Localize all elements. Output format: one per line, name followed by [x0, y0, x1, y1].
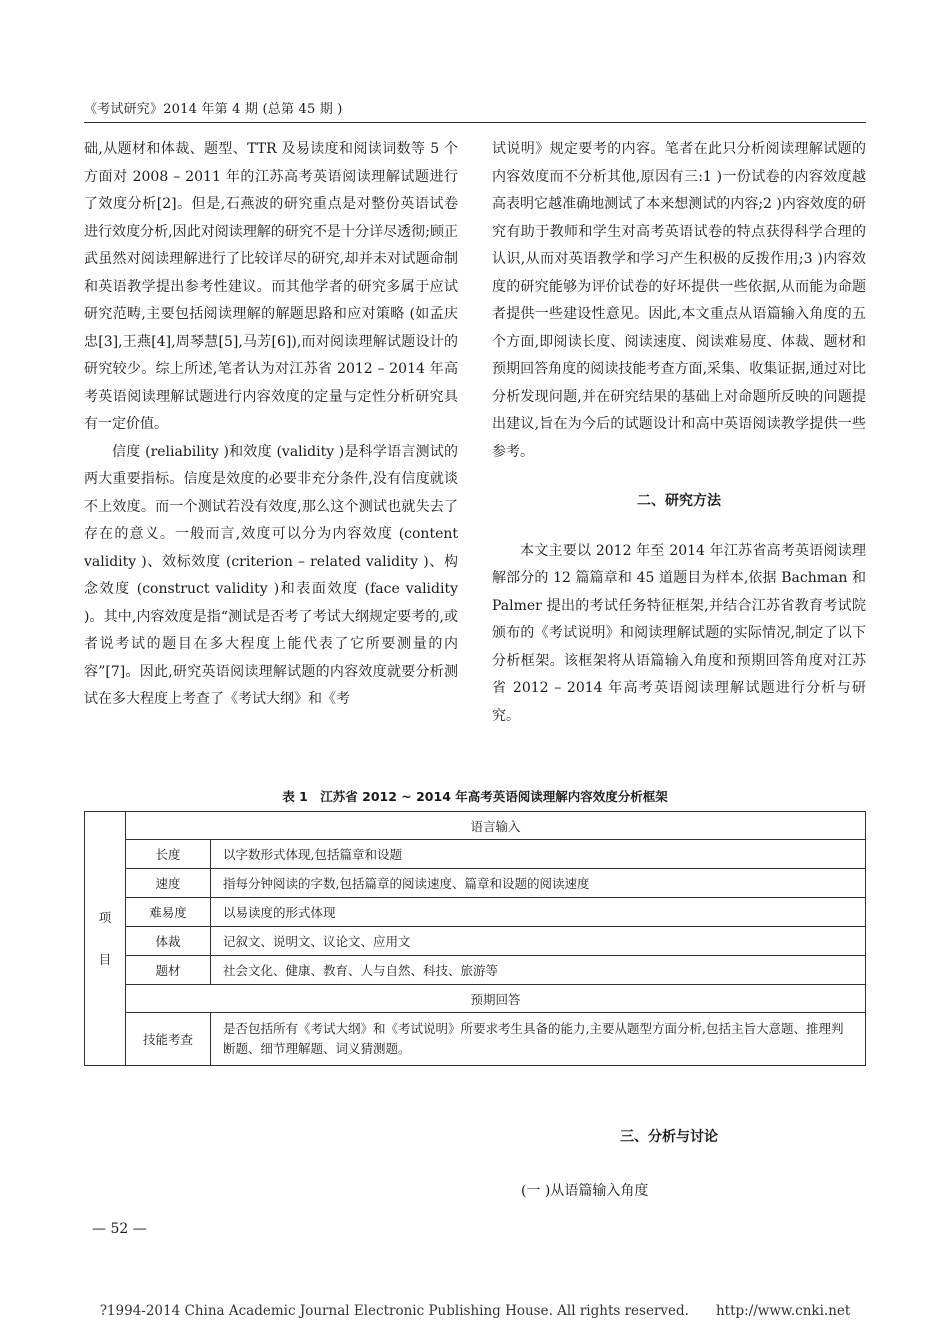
- row-desc: 社会文化、健康、教育、人与自然、科技、旅游等: [211, 956, 866, 985]
- subsection-heading: (一 )从语篇输入角度: [521, 1183, 649, 1199]
- table-row: [85, 812, 866, 840]
- row-desc: 以字数形式体现,包括篇章和设题: [211, 840, 866, 869]
- header-rule: [84, 122, 866, 123]
- group-header-input: 语言输入: [126, 812, 866, 840]
- table-caption: 表 1 江苏省 2012 ~ 2014 年高考英语阅读理解内容效度分析框架: [282, 789, 668, 804]
- table-row: [85, 1013, 866, 1066]
- row-label: 技能考查: [126, 1013, 211, 1066]
- table-row: [85, 927, 866, 956]
- item-label-cell: [85, 812, 126, 1066]
- item-label-1: 项: [98, 909, 112, 925]
- table-row: [85, 898, 866, 927]
- row-label: 题材: [126, 956, 211, 985]
- body-paragraph-1: 础,从题材和体裁、题型、TTR 及易读度和阅读词数等 5 个方面对 2008 – 2011 年的江苏高考英语阅读理解试题进行了效度分析[2]。但是,石燕波的研究重点是对整份英语试卷进行效度分析,因此对阅读理解的研究不是十分详尽透彻;顾正武虽然对阅读理解进行了比较详尽的研究,却并未对试题命制和英语教学提出参考性建议。而其他学者的研究多属于应试研究范畴,主要包括阅读理解的解题思路和应对策略 (如孟庆忠[3],王燕[4],周琴慧[5],马芳[6]),而对阅读理解试题设计的研究较少。综上所述,笔者认为对江苏省 2012 – 2014 年高考英语阅读理解试题进行内容效度的定量与定性分析研究具有一定价值。: [84, 141, 458, 432]
- table-row: [85, 869, 866, 898]
- table-row: [85, 840, 866, 869]
- table-row: [85, 956, 866, 985]
- row-desc: 以易读度的形式体现: [211, 898, 866, 927]
- table-row: [85, 985, 866, 1013]
- row-desc: 指每分钟阅读的字数,包括篇章的阅读速度、篇章和设题的阅读速度: [211, 869, 866, 898]
- group-header-response: 预期回答: [126, 985, 866, 1013]
- page-number: — 52 —: [92, 1221, 147, 1237]
- row-desc: 是否包括所有《考试大纲》和《考试说明》所要求考生具备的能力,主要从题型方面分析,包括主旨大意题、推理判断题、细节理解题、词义猜测题。: [211, 1013, 866, 1066]
- row-label: 长度: [126, 840, 211, 869]
- row-label: 难易度: [126, 898, 211, 927]
- analysis-framework-table: [84, 811, 866, 1066]
- row-label: 速度: [126, 869, 211, 898]
- running-header: 《考试研究》2014 年第 4 期 (总第 45 期 ): [84, 102, 343, 117]
- section-heading-analysis: 三、分析与讨论: [620, 1129, 718, 1145]
- section-heading-methods: 二、研究方法: [637, 493, 721, 509]
- item-label-2: 目: [98, 951, 112, 967]
- row-label: 体裁: [126, 927, 211, 956]
- body-paragraph-3: 试说明》规定要考的内容。笔者在此只分析阅读理解试题的内容效度而不分析其他,原因有三:1 )一份试卷的内容效度越高表明它越准确地测试了本来想测试的内容;2 )内容效度的研究有助于教师和学生对高考英语试卷的特点获得科学合理的认识,从而对英语教学和学习产生积极的反拨作用;3 )内容效度的研究能够为评价试卷的好坏提供一些依据,从而能为命题者提供一些建设性意见。因此,本文重点从语篇输入角度的五个方面,即阅读长度、阅读速度、阅读难易度、体裁、题材和预期回答角度的阅读技能考查方面,采集、收集证据,通过对比分析发现问题,并在研究结果的基础上对命题所反映的问题提出建议,旨在为今后的试题设计和高中英语阅读教学提供一些参考。: [492, 141, 866, 460]
- copyright-footer: ?1994-2014 China Academic Journal Electronic Publishing House. All rights reserved. http://www.cnki.net: [99, 1303, 851, 1319]
- row-desc: 记叙文、说明文、议论文、应用文: [211, 927, 866, 956]
- left-column: [84, 136, 458, 714]
- body-paragraph-4: 本文主要以 2012 年至 2014 年江苏省高考英语阅读理解部分的 12 篇篇章和 45 道题目为样本,依据 Bachman 和 Palmer 提出的考试任务特征框架,并结合江苏省教育考试院颁布的《考试说明》和阅读理解试题的实际情况,制定了以下分析框架。该框架将从语篇输入角度和预期回答角度对江苏省 2012 – 2014 年高考英语阅读理解试题进行分析与研究。: [492, 542, 866, 724]
- right-column: [492, 136, 866, 730]
- body-paragraph-2: 信度 (reliability )和效度 (validity )是科学语言测试的两大重要指标。信度是效度的必要非充分条件,没有信度就谈不上效度。而一个测试若没有效度,那么这个测试也就失去了存在的意义。一般而言,效度可以分为内容效度 (content validity )、效标效度 (criterion – related validity )、构念效度 (construct validity )和表面效度 (face validity )。其中,内容效度是指“测试是否考了考试大纲规定要考的,或者说考试的题目在多大程度上能代表了它所要测量的内容”[7]。因此,研究英语阅读理解试题的内容效度就要分析测试在多大程度上考查了《考试大纲》和《考: [84, 443, 458, 707]
